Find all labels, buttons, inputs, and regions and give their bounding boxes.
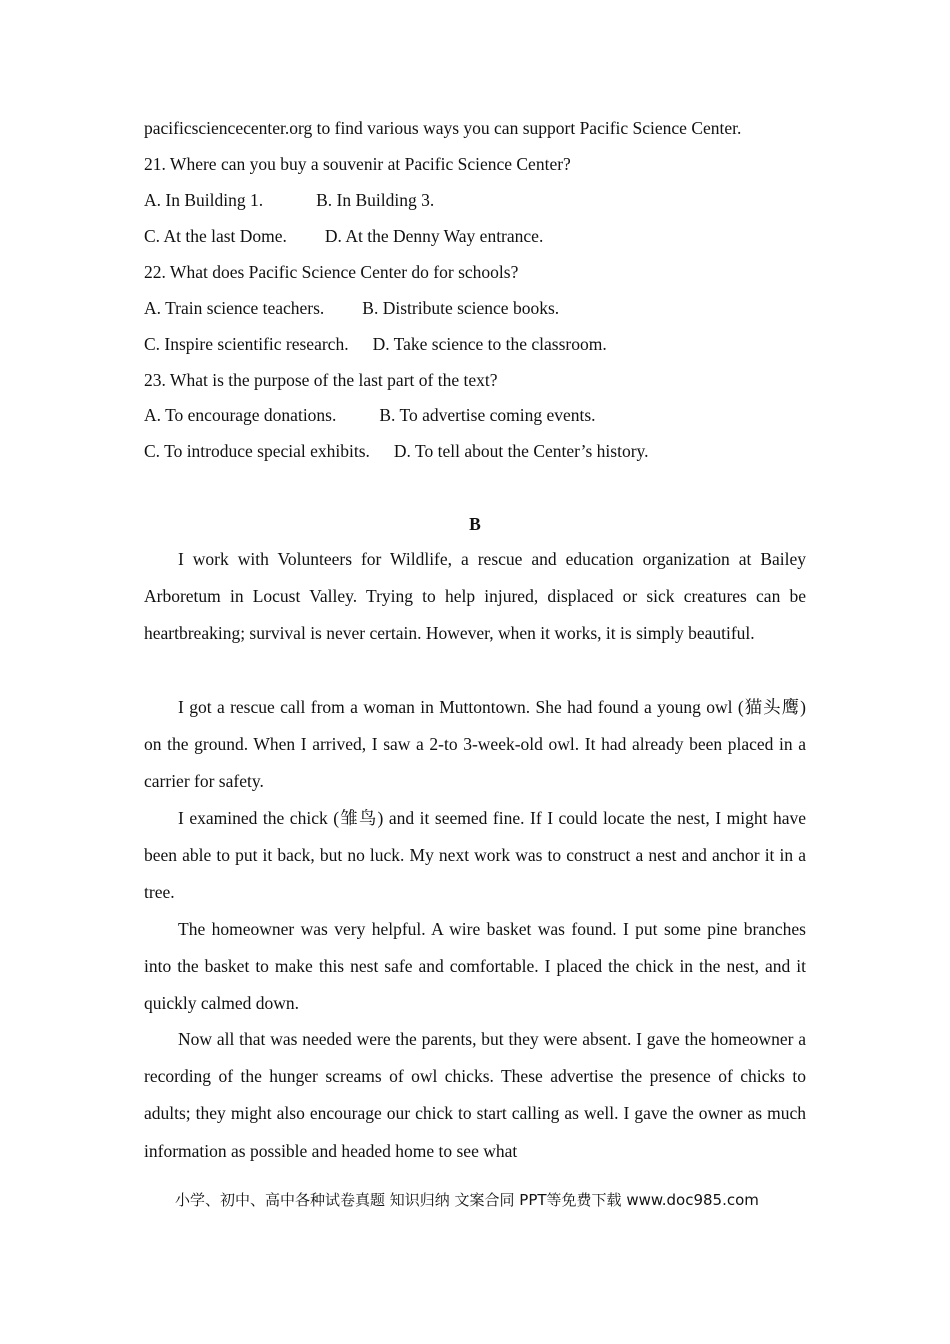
option-21-c: C. At the last Dome. [144,226,287,246]
options-23-cd [144,439,649,463]
paragraph-5: Now all that was needed were the parents, but they were absent. I gave the homeowner a recording of the hunger screams of owl chicks. These advertise the presence of chicks to adults; they might also encourage our chick to start calling as well. I gave the owner as much information as possible and headed home to see what [144,1029,806,1161]
question-22: 22. What does Pacific Science Center do for schools? [144,262,519,282]
option-22-d: D. Take science to the classroom. [372,334,607,354]
options-21-ab [144,188,434,212]
option-21-b: B. In Building 3. [316,190,435,210]
option-21-d: D. At the Denny Way entrance. [324,226,544,246]
paragraph-1: I work with Volunteers for Wildlife, a rescue and education organization at Bailey Arboretum in Locust Valley. Trying to help injured, displaced or sick creatures can be heartbreaking; survival is never certain. However, when it works, it is simply beautiful. [144,549,806,644]
option-22-a: A. Train science teachers. [144,298,325,318]
options-22-cd [144,332,607,356]
paragraph-4: The homeowner was very helpful. A wire basket was found. I put some pine branches into the basket to make this nest safe and comfortable. I placed the chick in the nest, and it quickly calmed down. [144,919,806,1014]
option-23-c: C. To introduce special exhibits. [144,441,370,461]
paragraph-3: I examined the chick (雏鸟) and it seemed fine. If I could locate the nest, I might have been able to put it back, but no luck. My next work was to construct a nest and anchor it in a tree. [144,808,806,903]
option-23-d: D. To tell about the Center’s history. [393,441,649,461]
question-21: 21. Where can you buy a souvenir at Pacific Science Center? [144,154,571,174]
option-22-c: C. Inspire scientific research. [144,334,349,354]
option-21-a: A. In Building 1. [144,190,264,210]
section-heading: B [469,514,481,534]
question-23: 23. What is the purpose of the last part of the text? [144,370,498,390]
option-23-a: A. To encourage donations. [144,405,337,425]
options-22-ab [144,296,559,320]
option-22-b: B. Distribute science books. [362,298,560,318]
paragraph-2: I got a rescue call from a woman in Muttontown. She had found a young owl (猫头鹰) on the ground. When I arrived, I saw a 2-to 3-week-old owl. It had already been placed in a carrier for safety. [144,697,806,792]
footer-banner: 小学、初中、高中各种试卷真题 知识归纳 文案合同 PPT等免费下载 www.doc985.com [175,1191,759,1209]
options-23-ab [144,403,596,427]
option-23-b: B. To advertise coming events. [379,405,596,425]
options-21-cd [144,224,543,248]
text-line-website: pacificsciencecenter.org to find various ways you can support Pacific Science Center. [144,118,742,138]
